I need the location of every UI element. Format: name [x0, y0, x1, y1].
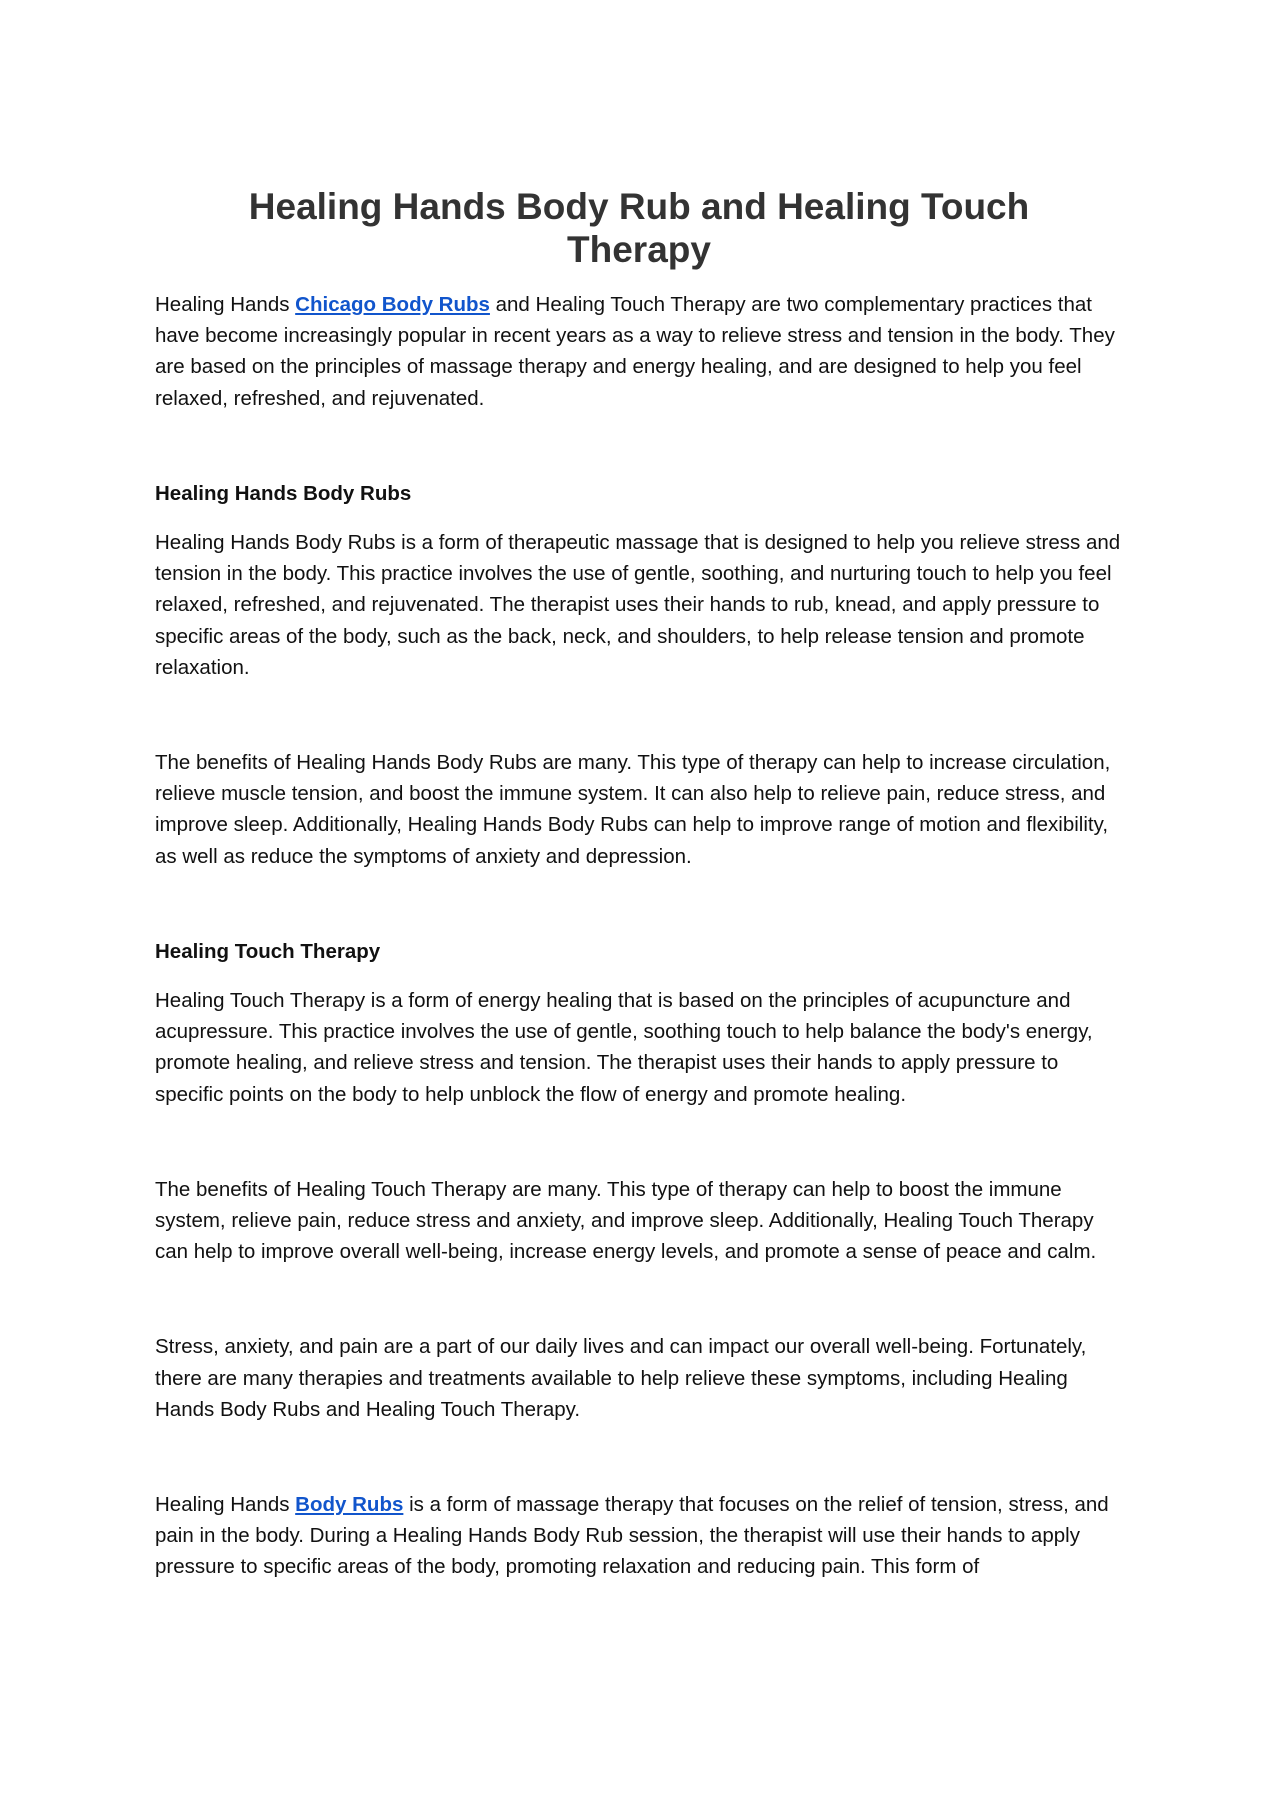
intro-text-after: and Healing Touch Therapy are two complementary practices that have become increasingly popular in recent years as a way to relieve stress and tension in the body. They are based on the principles of massage therapy and energy healing, and are designed to help you feel relaxed, refreshed, and rejuvenated. [155, 293, 1115, 410]
spacer [155, 1425, 1123, 1489]
final-text-after: is a form of massage therapy that focuses on the relief of tension, stress, and pain in the body. During a Healing Hands Body Rub session, the therapist will use their hands to apply pressure to specific areas of the body, promoting relaxation and reducing pain. This form of [155, 1493, 1109, 1579]
spacer [155, 1267, 1123, 1331]
body-rubs-link[interactable]: Body Rubs [295, 1493, 404, 1517]
body-rubs-paragraph-2: The benefits of Healing Hands Body Rubs are many. This type of therapy can help to increase circulation, relieve muscle tension, and boost the immune system. It can also help to relieve pain, reduce stress, and improve sleep. Additionally, Healing Hands Body Rubs can help to improve range of motion and flexibility, as well as reduce the symptoms of anxiety and depression. [155, 751, 1111, 868]
page-title: Healing Hands Body Rub and Healing Touch Therapy [248, 186, 1030, 270]
closing-paragraph: Stress, anxiety, and pain are a part of our daily lives and can impact our overall well-being. Fortunately, there are many therapies and treatments available to help relieve these symptoms, including Healing Hands Body Rubs and Healing Touch Therapy. [155, 1335, 1087, 1421]
intro-text-before: Healing Hands [155, 293, 296, 316]
intro-paragraph [155, 289, 1123, 414]
document-page [155, 185, 1123, 1583]
section-heading-body-rubs: Healing Hands Body Rubs [155, 481, 412, 505]
spacer [155, 872, 1123, 936]
spacer [155, 1110, 1123, 1174]
section-heading-healing-touch: Healing Touch Therapy [155, 939, 381, 963]
chicago-body-rubs-link[interactable]: Chicago Body Rubs [295, 293, 490, 316]
spacer [155, 967, 1123, 985]
spacer [155, 414, 1123, 478]
healing-touch-paragraph-1: Healing Touch Therapy is a form of energy healing that is based on the principles of acupuncture and acupressure. This practice involves the use of gentle, soothing touch to help balance the body's energy, promote healing, and relieve stress and tension. The therapist uses their hands to apply pressure to specific points on the body to help unblock the flow of energy and promote healing. [155, 989, 1093, 1106]
final-paragraph [155, 1489, 1123, 1583]
body-rubs-paragraph-1: Healing Hands Body Rubs is a form of therapeutic massage that is designed to help you relieve stress and tension in the body. This practice involves the use of gentle, soothing, and nurturing touch to help you feel relaxed, refreshed, and rejuvenated. The therapist uses their hands to rub, knead, and apply pressure to specific areas of the body, such as the back, neck, and shoulders, to help release tension and promote relaxation. [155, 531, 1121, 679]
spacer [155, 683, 1123, 747]
healing-touch-paragraph-2: The benefits of Healing Touch Therapy are many. This type of therapy can help to boost the immune system, relieve pain, reduce stress and anxiety, and improve sleep. Additionally, Healing Touch Therapy can help to improve overall well-being, increase energy levels, and promote a sense of peace and calm. [155, 1177, 1097, 1264]
spacer [155, 509, 1123, 527]
final-text-before: Healing Hands [155, 1493, 296, 1517]
